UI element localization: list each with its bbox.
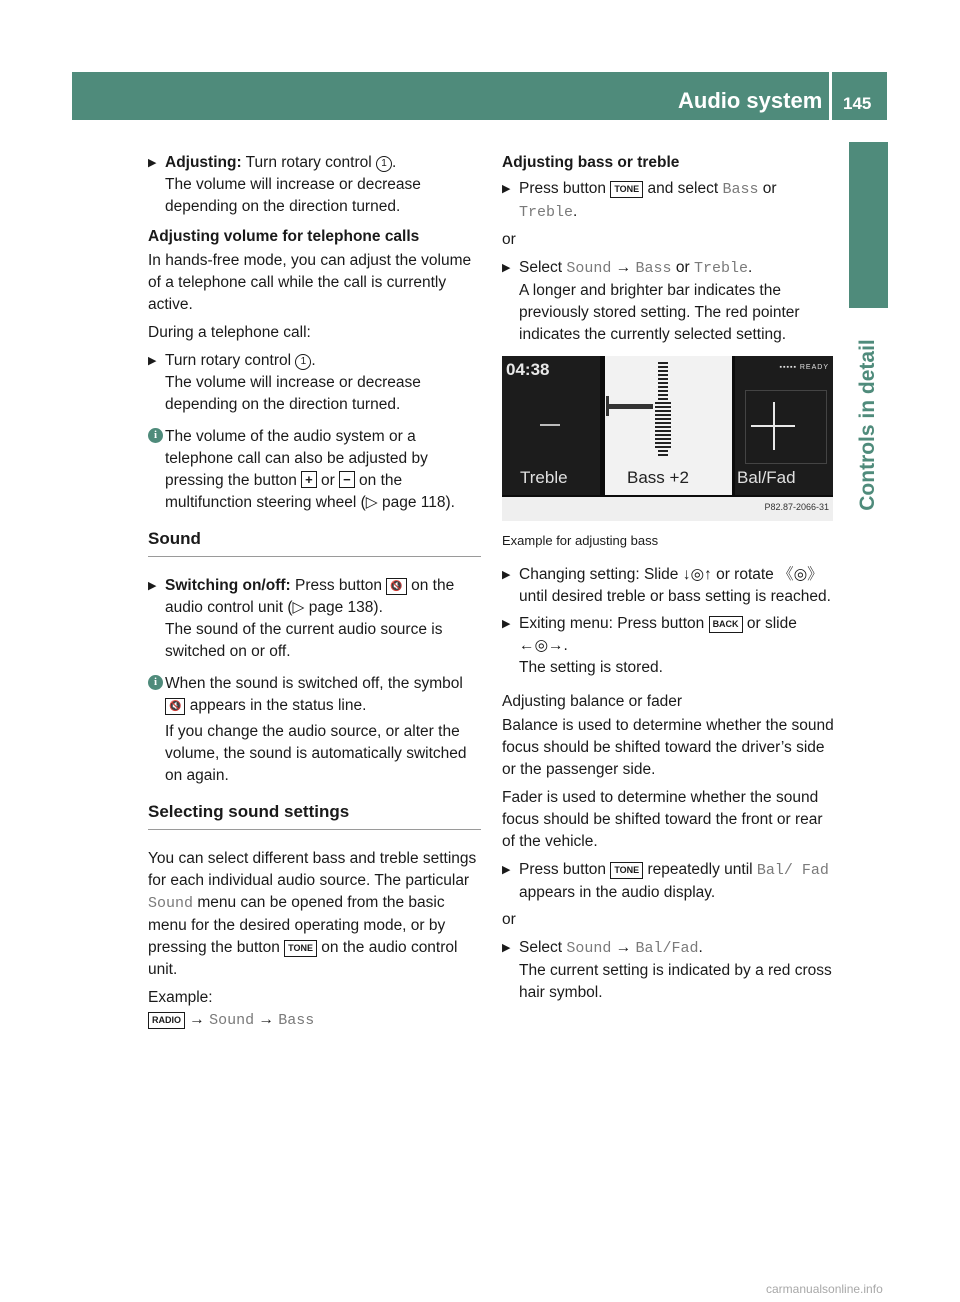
text: . bbox=[573, 203, 578, 220]
scale-tick bbox=[655, 446, 671, 448]
menu-name: Treble bbox=[519, 204, 574, 221]
scale-tick bbox=[655, 434, 671, 436]
info-text-extra: If you change the audio source, or alter the volume, the sound is automatically switched on again. bbox=[165, 723, 467, 784]
step-result: The current setting is indicated by a red cross hair symbol. bbox=[519, 962, 832, 1001]
text: or bbox=[671, 259, 694, 276]
step-arrow-icon: ▶ bbox=[502, 183, 511, 195]
rotary-control-number: 1 bbox=[295, 354, 311, 370]
text: You can select different bass and treble settings for each individual audio source. The particular bbox=[148, 850, 477, 889]
pointer-bar bbox=[609, 404, 653, 409]
step-text-end: . bbox=[392, 154, 397, 171]
right-column-bottom bbox=[502, 564, 835, 1009]
text: or slide bbox=[742, 615, 797, 632]
text: . bbox=[563, 637, 568, 654]
menu-name: Bass bbox=[278, 1012, 315, 1029]
side-tab-label: Controls in detail bbox=[856, 339, 880, 511]
text: Select bbox=[519, 259, 567, 276]
info-note-volume bbox=[148, 426, 481, 514]
side-tab bbox=[849, 142, 888, 308]
selecting-heading: Selecting sound settings bbox=[148, 801, 481, 830]
info-note-mute bbox=[148, 673, 481, 787]
arrow-text: → bbox=[254, 1011, 279, 1028]
step-exiting bbox=[502, 613, 835, 679]
step-select-sound bbox=[502, 257, 835, 346]
scale-tick bbox=[655, 438, 671, 440]
example-path bbox=[148, 1009, 481, 1032]
step-changing bbox=[502, 564, 835, 608]
step-arrow-icon: ▶ bbox=[502, 262, 511, 274]
treble-marker bbox=[540, 424, 560, 426]
step-text: Press button bbox=[290, 577, 387, 594]
scale-tick bbox=[658, 366, 668, 368]
image-strip bbox=[502, 497, 833, 521]
watermark: carmanualsonline.info bbox=[766, 1282, 883, 1296]
scale-tick bbox=[658, 450, 668, 452]
arrow-text: → bbox=[185, 1011, 210, 1028]
step-result: The volume will increase or decrease depending on the direction turned. bbox=[165, 374, 421, 413]
text: or bbox=[758, 180, 777, 197]
tel-text: In hands-free mode, you can adjust the volume of a telephone call while the call is currently active. bbox=[148, 252, 472, 313]
tone-button-icon: TONE bbox=[610, 862, 643, 879]
step-arrow-icon: ▶ bbox=[502, 864, 511, 876]
select-text bbox=[148, 848, 481, 981]
info-text: or bbox=[316, 472, 340, 489]
mute-symbol-icon: 🔇 bbox=[165, 698, 185, 715]
menu-name: Sound bbox=[566, 260, 612, 277]
during-call: During a telephone call: bbox=[148, 324, 311, 341]
balfad-label: Bal/Fad bbox=[737, 468, 796, 487]
step-label: Switching on/off: bbox=[165, 577, 291, 594]
scale-tick bbox=[655, 406, 671, 408]
step-press-tone bbox=[502, 178, 835, 224]
left-column bbox=[148, 152, 481, 1038]
info-text: When the sound is switched off, the symbol bbox=[165, 675, 463, 692]
step-label: Changing setting: bbox=[519, 566, 640, 583]
step-result: The volume will increase or decrease depending on the direction turned. bbox=[165, 176, 421, 215]
menu-name: Sound bbox=[209, 1012, 255, 1029]
step-result: The setting is stored. bbox=[519, 659, 663, 676]
balance-heading: Adjusting balance or fader bbox=[502, 693, 683, 710]
step-arrow-icon: ▶ bbox=[148, 157, 157, 169]
scale-tick bbox=[655, 410, 671, 412]
or-text: or bbox=[502, 911, 516, 928]
scale-tick bbox=[655, 402, 671, 404]
seat-layout bbox=[745, 390, 827, 464]
back-button-icon: BACK bbox=[709, 616, 743, 633]
crosshair-vertical bbox=[773, 402, 775, 450]
image-code: P82.87-2066-31 bbox=[764, 502, 829, 512]
scale-tick bbox=[658, 370, 668, 372]
scale-tick bbox=[655, 430, 671, 432]
bass-heading: Adjusting bass or treble bbox=[502, 154, 680, 171]
step-arrow-icon: ▶ bbox=[148, 355, 157, 367]
radio-button-icon: RADIO bbox=[148, 1012, 185, 1029]
rotary-control-number: 1 bbox=[376, 156, 392, 172]
scale-tick bbox=[658, 394, 668, 396]
text: menu can be opened from the basic menu for the desired operating mode, or by pressing the button bbox=[148, 894, 446, 956]
step-text: Turn rotary control bbox=[241, 154, 377, 171]
text: or rotate bbox=[711, 566, 779, 583]
tone-button-icon: TONE bbox=[284, 940, 317, 957]
scale-tick bbox=[655, 414, 671, 416]
step-adjusting bbox=[148, 152, 481, 218]
scale-tick bbox=[658, 382, 668, 384]
scale-tick bbox=[655, 426, 671, 428]
page-number: 145 bbox=[843, 94, 872, 113]
text: . bbox=[698, 939, 703, 956]
text: Press button bbox=[519, 180, 611, 197]
scale-tick bbox=[658, 386, 668, 388]
step-turn bbox=[148, 350, 481, 416]
text: Press button bbox=[519, 861, 611, 878]
rotate-control-icon: 《◎》 bbox=[778, 566, 823, 583]
tone-button-icon: TONE bbox=[610, 181, 643, 198]
text: → bbox=[611, 939, 636, 956]
page-title: Audio system bbox=[678, 88, 823, 113]
right-column-top bbox=[502, 152, 835, 351]
image-caption: Example for adjusting bass bbox=[502, 533, 659, 548]
step-result: A longer and brighter bar indicates the previously stored setting. The red pointer indicates the currently selected setting. bbox=[519, 282, 800, 343]
clock: 04:38 bbox=[506, 360, 550, 379]
scale-tick bbox=[658, 374, 668, 376]
text: . bbox=[747, 259, 753, 276]
text: Slide bbox=[639, 566, 683, 583]
audio-display-image bbox=[502, 356, 833, 521]
menu-name: Bass bbox=[635, 260, 672, 277]
step-text: Turn rotary control bbox=[165, 352, 296, 369]
info-text: The volume of the audio system or a telephone call can also be adjusted by pressing the button bbox=[165, 428, 428, 489]
scale-tick bbox=[655, 442, 671, 444]
info-text: appears in the status line. bbox=[185, 697, 367, 714]
info-text: ). bbox=[445, 494, 455, 511]
menu-name: Treble bbox=[693, 260, 748, 277]
info-icon: i bbox=[148, 428, 163, 443]
treble-label: Treble bbox=[520, 468, 568, 487]
example-label: Example: bbox=[148, 989, 213, 1006]
scale-tick bbox=[658, 454, 668, 456]
page-ref-link[interactable]: ▷ page 118 bbox=[365, 494, 446, 511]
menu-name: Sound bbox=[566, 940, 612, 957]
text: appears in the audio display. bbox=[519, 884, 716, 901]
step-select-balfad bbox=[502, 937, 835, 1004]
menu-name: Bal/Fad bbox=[635, 940, 699, 957]
scale-tick bbox=[658, 398, 668, 400]
step-switching bbox=[148, 575, 481, 663]
text: Select bbox=[519, 939, 567, 956]
info-icon: i bbox=[148, 675, 163, 690]
step-result: The sound of the current audio source is switched on or off. bbox=[165, 621, 443, 660]
plus-button-icon: + bbox=[301, 471, 317, 488]
text: repeatedly until bbox=[643, 861, 757, 878]
sound-heading: Sound bbox=[148, 528, 481, 557]
side-tab-label-wrap bbox=[846, 330, 890, 520]
tel-heading: Adjusting volume for telephone calls bbox=[148, 228, 420, 245]
treble-panel bbox=[502, 356, 600, 495]
or-text: or bbox=[502, 231, 516, 248]
sound-menu-name: Sound bbox=[148, 895, 194, 912]
bass-label: Bass +2 bbox=[627, 468, 689, 487]
text: Press button bbox=[612, 615, 709, 632]
status-indicator: ▪▪▪▪▪ READY bbox=[779, 364, 829, 371]
scale-tick bbox=[658, 378, 668, 380]
scale-tick bbox=[658, 362, 668, 364]
slide-control-icon: ↓◎↑ bbox=[682, 566, 712, 583]
scale-tick bbox=[655, 418, 671, 420]
scale-tick bbox=[655, 422, 671, 424]
page-ref-link[interactable]: ▷ page 138 bbox=[292, 599, 374, 616]
step-arrow-icon: ▶ bbox=[502, 618, 511, 630]
scale-tick bbox=[658, 390, 668, 392]
balance-text: Balance is used to determine whether the sound focus should be shifted toward the driver’s side or the passenger side. bbox=[502, 717, 834, 778]
text: → bbox=[611, 259, 636, 276]
minus-button-icon: − bbox=[339, 471, 355, 488]
step-label: Adjusting: bbox=[165, 154, 242, 171]
step-label: Exiting menu: bbox=[519, 615, 613, 632]
menu-name: Bal/ Fad bbox=[756, 862, 829, 879]
text: and select bbox=[643, 180, 723, 197]
bass-panel bbox=[605, 356, 732, 495]
fader-text: Fader is used to determine whether the sound focus should be shifted toward the front or rear of the vehicle. bbox=[502, 789, 823, 850]
slide-control-icon: ←◎→ bbox=[519, 637, 564, 654]
text: on the audio control unit. bbox=[148, 939, 458, 978]
header-separator bbox=[829, 72, 832, 120]
step-arrow-icon: ▶ bbox=[502, 569, 511, 581]
step-text-end: . bbox=[311, 352, 316, 369]
step-text: on the audio control unit ( bbox=[165, 577, 455, 616]
info-text: on the multifunction steering wheel ( bbox=[165, 472, 403, 511]
text: until desired treble or bass setting is reached. bbox=[519, 588, 831, 605]
step-press-repeatedly bbox=[502, 859, 835, 904]
step-arrow-icon: ▶ bbox=[502, 942, 511, 954]
mute-button-icon: 🔇 bbox=[386, 578, 406, 595]
menu-name: Bass bbox=[722, 181, 759, 198]
step-text: ). bbox=[373, 599, 383, 616]
balfad-panel bbox=[735, 356, 833, 495]
step-arrow-icon: ▶ bbox=[148, 580, 157, 592]
